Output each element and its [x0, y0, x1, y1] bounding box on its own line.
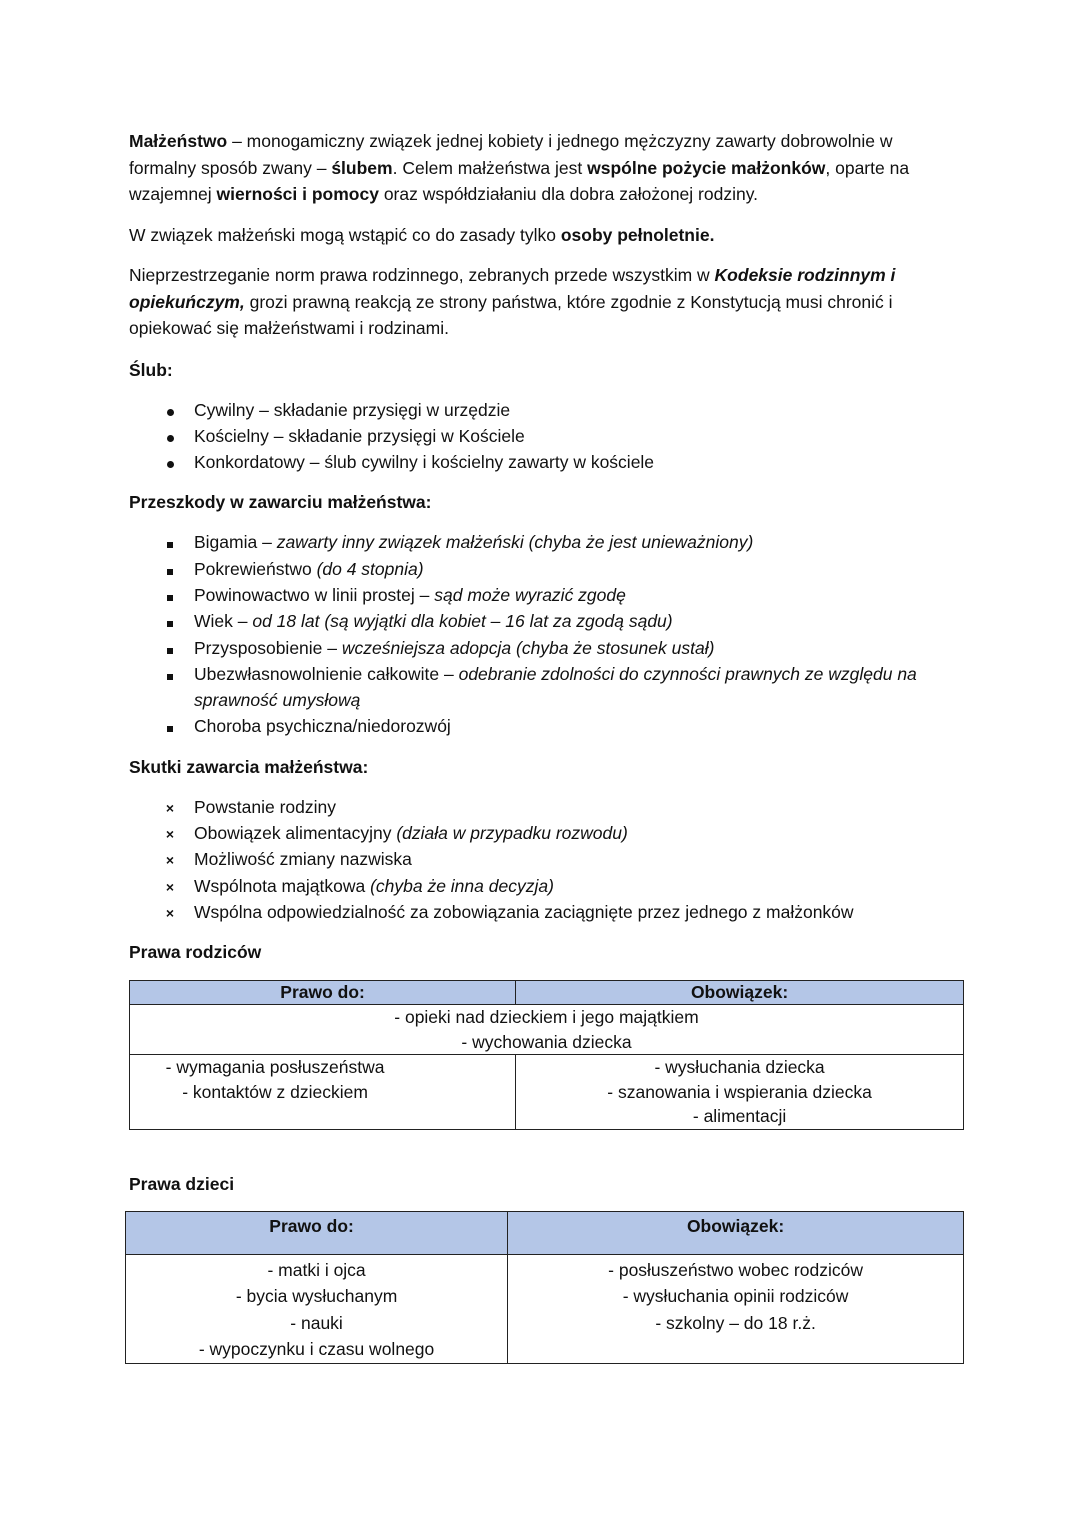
- list-item-text: (chyba że inna decyzja): [370, 875, 554, 896]
- list-item: [129, 713, 964, 739]
- prawa-dzieci-heading: Prawa dzieci: [129, 1173, 235, 1194]
- list-item-text: Cywilny – składanie przysięgi w urzędzie: [194, 399, 511, 420]
- list-item-text: Obowiązek alimentacyjny: [194, 823, 397, 844]
- bullet-dot-icon: [163, 423, 177, 449]
- list-item: [129, 846, 964, 872]
- bullet-dot-icon: [163, 449, 177, 475]
- table-row: [126, 1254, 964, 1363]
- column-header-prawo: Prawo do:: [126, 1211, 508, 1254]
- text-segment: wierności i pomocy: [216, 184, 379, 204]
- list-item-text: Ubezwłasnowolnienie całkowite –: [194, 663, 459, 684]
- bullet-cross-icon: ×: [165, 904, 175, 921]
- text-segment: Kodeksie rodzinnym i opiekuńczym,: [129, 265, 896, 312]
- cell-line: - wysłuchania dziecka: [654, 1057, 825, 1078]
- cell-line: - bycia wysłuchanym: [235, 1286, 398, 1307]
- list-item-text: wcześniejsza adopcja (chyba że stosunek ustał): [341, 637, 715, 658]
- bullet-square-icon: [163, 529, 177, 555]
- prawa-dzieci-table: [125, 1211, 964, 1364]
- intro-paragraph-code: [129, 262, 964, 342]
- cell-line: - szkolny – do 18 r.ż.: [655, 1312, 816, 1333]
- left-cell: [130, 1055, 516, 1130]
- table-row: [130, 1055, 964, 1130]
- list-item: [129, 899, 964, 925]
- list-item: [129, 529, 964, 555]
- right-cell: [508, 1254, 964, 1363]
- bullet-cross-icon: ×: [165, 826, 175, 843]
- bullet-dot-icon: [163, 397, 177, 423]
- list-item-text: Bigamia –: [194, 532, 277, 553]
- przeszkody-heading: Przeszkody w zawarciu małżeństwa:: [129, 492, 432, 513]
- list-item-text: (do 4 stopnia): [316, 558, 424, 579]
- table-header-row: [130, 981, 964, 1005]
- document-page: [129, 128, 964, 1364]
- bullet-square-icon: [163, 635, 177, 661]
- list-item-text: Wiek –: [194, 611, 253, 632]
- column-header-prawo: Prawo do:: [130, 981, 516, 1005]
- text-segment: osoby pełnoletnie.: [560, 224, 715, 245]
- list-item: [129, 449, 964, 475]
- list-item: [129, 661, 964, 714]
- list-item: [129, 794, 964, 820]
- cell-line: - wypoczynku i czasu wolnego: [198, 1339, 435, 1360]
- list-item: [129, 397, 964, 423]
- text-segment: . Celem małżeństwa jest: [392, 157, 588, 178]
- list-item-text: Wspólna odpowiedzialność za zobowiązania zaciągnięte przez jednego z małżonków: [194, 901, 854, 922]
- list-item-text: Kościelny – składanie przysięgi w Kościele: [194, 425, 525, 446]
- column-header-obowiazek: Obowiązek:: [516, 981, 964, 1005]
- list-item-text: zawarty inny związek małżeński (chyba że jest unieważniony): [276, 532, 754, 553]
- list-item: [129, 582, 964, 608]
- list-item: [129, 873, 964, 899]
- text-segment: oraz współdziałaniu dla dobra założonej rodziny.: [378, 184, 759, 204]
- list-item: [129, 820, 964, 846]
- cell-line: - szanowania i wspierania dziecka: [607, 1081, 872, 1102]
- cell-line: - kontaktów z dzieckiem: [182, 1081, 368, 1102]
- list-item: [129, 423, 964, 449]
- table-row: [130, 1005, 964, 1055]
- prawa-rodzicow-table: [129, 980, 964, 1130]
- text-segment: – monogamiczny związek jednej kobiety i jednego mężczyzny zawarty dobrowolnie w formalny sposób zwany –: [129, 131, 893, 178]
- text-segment: wspólne pożycie małżonków: [587, 157, 826, 178]
- bullet-square-icon: [163, 713, 177, 739]
- bullet-square-icon: [163, 556, 177, 582]
- text-segment: ślubem: [331, 157, 393, 178]
- table-header-row: [126, 1211, 964, 1254]
- shared-cell: [130, 1005, 964, 1055]
- list-item-text: Choroba psychiczna/niedorozwój: [194, 716, 451, 737]
- cell-line: - wysłuchania opinii rodziców: [622, 1286, 849, 1307]
- list-item: [129, 608, 964, 634]
- text-segment: W związek małżeński mogą wstąpić co do zasady tylko: [129, 224, 561, 245]
- text-segment: Małżeństwo: [129, 131, 228, 151]
- text-segment: Nieprzestrzeganie norm prawa rodzinnego, zebranych przede wszystkim w: [129, 265, 715, 285]
- list-item-text: Powstanie rodziny: [194, 796, 337, 817]
- list-item-text: (działa w przypadku rozwodu): [396, 823, 628, 844]
- intro-paragraph-definition: [129, 128, 964, 208]
- list-item-text: Konkordatowy – ślub cywilny i kościelny zawarty w kościele: [194, 452, 655, 473]
- bullet-cross-icon: ×: [165, 852, 175, 869]
- list-item-text: odebranie zdolności do czynności prawnych ze względu na sprawność umysłową: [194, 663, 917, 711]
- shared-line: - wychowania dziecka: [461, 1031, 632, 1052]
- cell-line: - wymagania posłuszeństwa: [165, 1057, 385, 1078]
- bullet-cross-icon: ×: [165, 799, 175, 816]
- shared-line: - opieki nad dzieckiem i jego majątkiem: [394, 1007, 699, 1028]
- slub-heading: Ślub:: [129, 359, 173, 380]
- cell-line: - alimentacji: [692, 1106, 787, 1127]
- bullet-square-icon: [163, 608, 177, 634]
- prawa-rodzicow-heading: Prawa rodziców: [129, 942, 262, 963]
- slub-list: [129, 397, 964, 476]
- skutki-heading: Skutki zawarcia małżeństwa:: [129, 756, 369, 777]
- bullet-cross-icon: ×: [165, 878, 175, 895]
- bullet-square-icon: [163, 661, 177, 687]
- przeszkody-list: [129, 529, 964, 739]
- text-segment: grozi prawną reakcją ze strony państwa, które zgodnie z Konstytucją musi chronić i opiekować się małżeństwami i rodzinami.: [129, 291, 893, 338]
- cell-line: - posłuszeństwo wobec rodziców: [608, 1259, 863, 1280]
- right-cell: [516, 1055, 964, 1130]
- list-item-text: Wspólnota majątkowa: [194, 875, 371, 896]
- cell-line: - matki i ojca: [267, 1259, 366, 1280]
- list-item-text: Powinowactwo w linii prostej –: [194, 584, 435, 605]
- intro-paragraph-adults: [129, 222, 964, 249]
- column-header-obowiazek: Obowiązek:: [508, 1211, 964, 1254]
- list-item: [129, 556, 964, 582]
- cell-line: - nauki: [290, 1312, 343, 1333]
- skutki-list: [129, 794, 964, 925]
- text-segment: , oparte na wzajemnej: [129, 157, 910, 204]
- list-item-text: Przysposobienie –: [194, 637, 342, 658]
- left-cell: [126, 1254, 508, 1363]
- list-item-text: Pokrewieństwo: [194, 558, 317, 579]
- bullet-square-icon: [163, 582, 177, 608]
- list-item: [129, 635, 964, 661]
- list-item-text: od 18 lat (są wyjątki dla kobiet – 16 lat za zgodą sądu): [252, 611, 673, 632]
- list-item-text: Możliwość zmiany nazwiska: [194, 849, 412, 870]
- list-item-text: sąd może wyrazić zgodę: [434, 584, 626, 605]
